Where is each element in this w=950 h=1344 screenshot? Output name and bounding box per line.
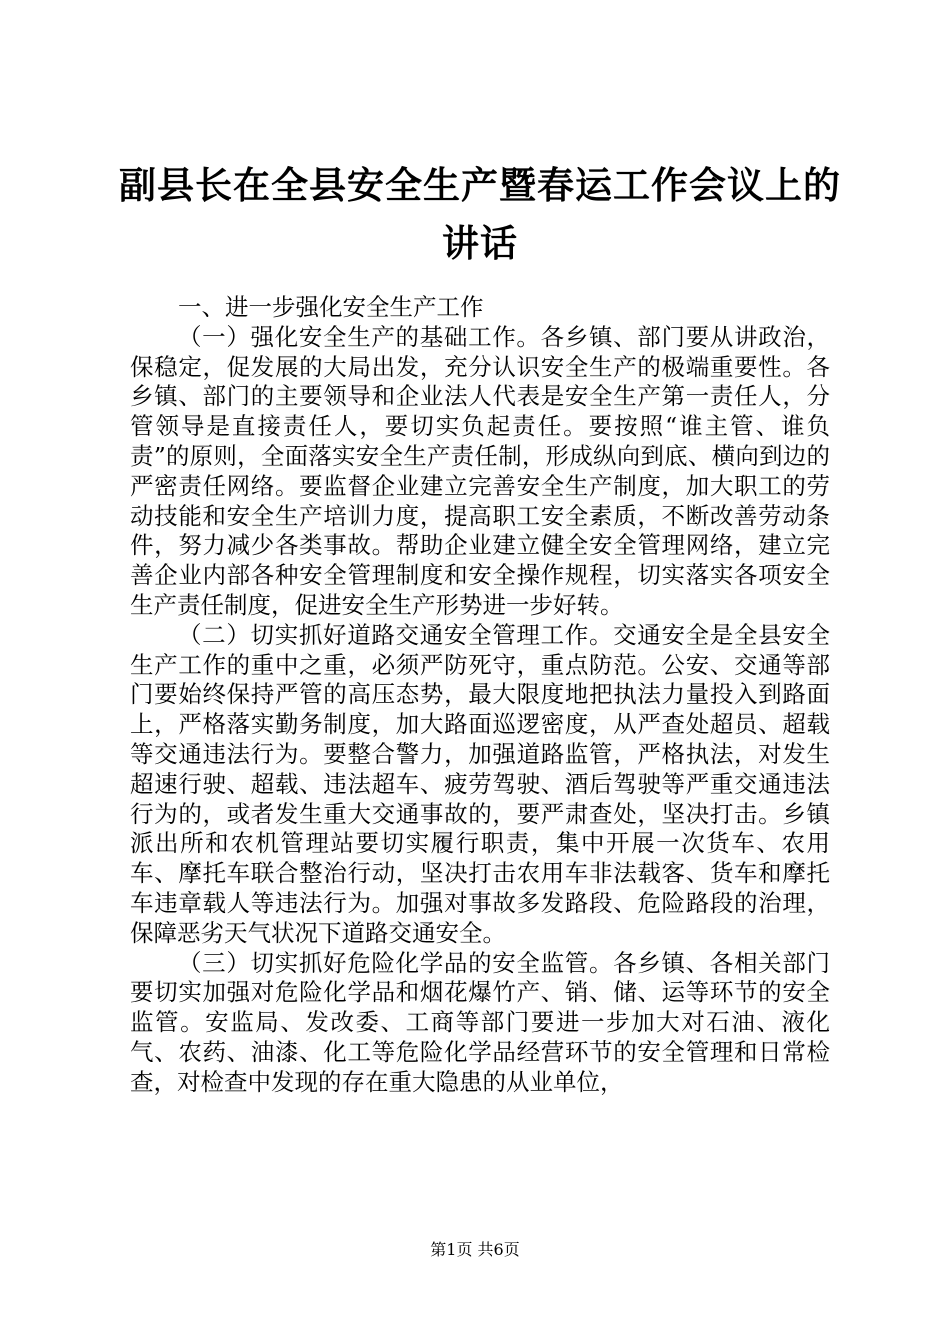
section-heading: 一、进一步强化安全生产工作 bbox=[178, 293, 484, 321]
document-body bbox=[130, 293, 830, 1098]
paragraph-2: （二）切实抓好道路交通安全管理工作。交通安全是全县安全生产工作的重中之重，必须严防死守，重点防范。公安、交通等部门要始终保持严管的高压态势，最大限度地把执法力量投入到路面上，严格落实勤务制度，加大路面巡逻密度，从严查处超员、超载等交通违法行为。要整合警力，加强道路监管，严格执法，对发生超速行驶、超载、违法超车、疲劳驾驶、酒后驾驶等严重交通违法行为的，或者发生重大交通事故的，要严肃查处，坚决打击。乡镇派出所和农机管理站要切实履行职责，集中开展一次货车、农用车、摩托车联合整治行动，坚决打击农用车非法载客、货车和摩托车违章载人等违法行为。加强对事故多发路段、危险路段的治理，保障恶劣天气状况下道路交通安全。 bbox=[130, 620, 830, 947]
page-footer: 第1页 共6页 bbox=[430, 1240, 520, 1259]
document-title: 副县长在全县安全生产暨春运工作会议上的讲话 bbox=[119, 164, 841, 265]
paragraph-3: （三）切实抓好危险化学品的安全监管。各乡镇、各相关部门要切实加强对危险化学品和烟花爆竹产、销、储、运等环节的安全监管。安监局、发改委、工商等部门要进一步加大对石油、液化气、农药、油漆、化工等危险化学品经营环节的安全管理和日常检查，对检查中发现的存在重大隐患的从业单位， bbox=[130, 948, 830, 1096]
paragraph-1: （一）强化安全生产的基础工作。各乡镇、部门要从讲政治，保稳定，促发展的大局出发，充分认识安全生产的极端重要性。各乡镇、部门的主要领导和企业法人代表是安全生产第一责任人，分管领导是直接责任人，要切实负起责任。要按照“谁主管、谁负责”的原则，全面落实安全生产责任制，形成纵向到底、横向到边的严密责任网络。要监督企业建立完善安全生产制度，加大职工的劳动技能和安全生产培训力度，提高职工安全素质，不断改善劳动条件，努力减少各类事故。帮助企业建立健全安全管理网络，建立完善企业内部各种安全管理制度和安全操作规程，切实落实各项安全生产责任制度，促进安全生产形势进一步好转。 bbox=[130, 322, 830, 619]
